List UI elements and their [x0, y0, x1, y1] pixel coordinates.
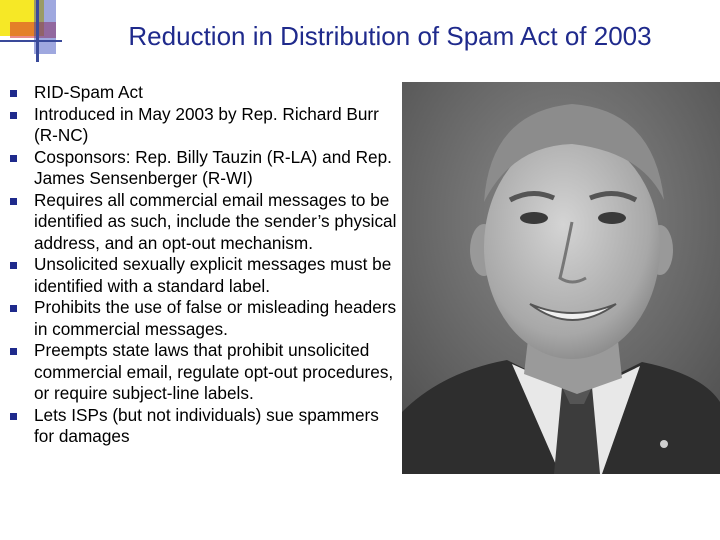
bullet-text: RID-Spam Act: [34, 82, 143, 102]
bullet-list: [10, 82, 398, 448]
square-bullet-icon: [10, 413, 17, 420]
bullet-text: Unsolicited sexually explicit messages must be identified with a standard label.: [34, 254, 392, 296]
bullet-text: Preempts state laws that prohibit unsolicited commercial email, regulate opt-out procedures, or require subject-line labels.: [34, 340, 394, 403]
bullet-text: Cosponsors: Rep. Billy Tauzin (R-LA) and Rep. James Sensenberger (R-WI): [34, 146, 392, 188]
portrait-illustration: [402, 82, 720, 474]
bullet-text: Requires all commercial email messages to be identified as such, include the sender’s physical address, and an opt-out mechanism.: [34, 189, 397, 253]
bullet-item: [10, 340, 398, 405]
portrait-photo: [402, 82, 720, 474]
square-bullet-icon: [10, 155, 17, 162]
bullet-item: [10, 190, 398, 255]
square-bullet-icon: [10, 262, 17, 269]
bullet-item: [10, 82, 398, 104]
bullet-item: [10, 104, 398, 147]
square-bullet-icon: [10, 90, 17, 97]
bullet-item: [10, 147, 398, 190]
bullet-text: Prohibits the use of false or misleading headers in commercial messages.: [34, 297, 397, 339]
bullet-text: Lets ISPs (but not individuals) sue spammers for damages: [34, 404, 379, 446]
square-bullet-icon: [10, 112, 17, 119]
bullet-item: [10, 254, 398, 297]
bullet-item: [10, 297, 398, 340]
square-bullet-icon: [10, 305, 17, 312]
slide-title: Reduction in Distribution of Spam Act of 2003: [128, 21, 652, 51]
bullet-item: [10, 405, 398, 448]
square-bullet-icon: [10, 198, 17, 205]
bullet-text: Introduced in May 2003 by Rep. Richard Burr (R-NC): [34, 103, 379, 145]
square-bullet-icon: [10, 348, 17, 355]
